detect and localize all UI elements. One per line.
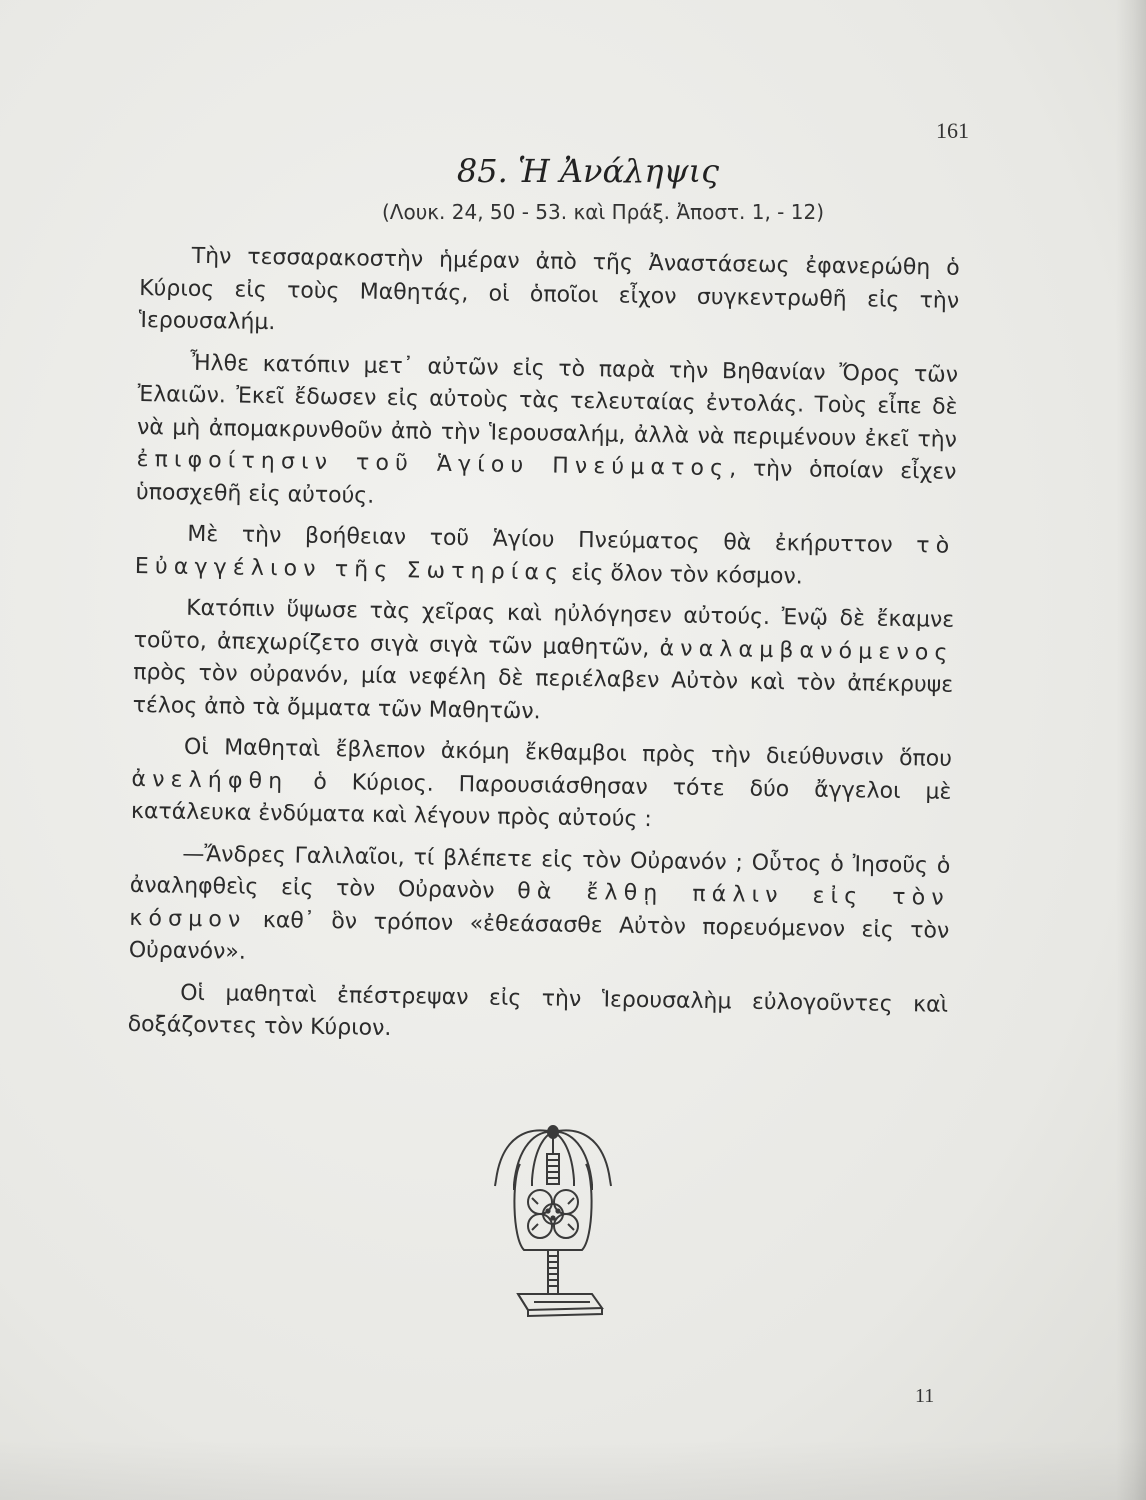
paragraph-text: , τὴν ὁποίαν εἶχεν ὑποσχεθῆ εἰς αὐτούς. [135, 456, 957, 509]
paragraph-text: πρὸς τὸν οὐρανόν, μία νεφέλη δὲ περιέλαβεν Αὐτὸν καὶ τὸν ἀπέκρυψε τέλος ἀπὸ τὰ ὄμματα τῶν Μαθητῶν. [132, 659, 954, 724]
emphasized-phrase: θὰ ἔλθῃ πάλιν εἰς τὸν κόσμον [129, 879, 950, 933]
emphasized-phrase: ἀνελήφθη [131, 766, 289, 794]
paragraph-text: Οἱ Μαθηταὶ ἔβλεπον ἀκόμη ἔκθαμβοι πρὸς τὴν διεύθυνσιν ὅπου [183, 734, 953, 772]
paragraph-text: Οἱ μαθηταὶ ἐπέστρεψαν εἰς τὴν Ἱερουσαλὴμ εὐλογοῦντες καὶ δοξάζοντες τὸν Κύριον. [127, 980, 949, 1042]
ornament-fountain-icon [488, 1118, 618, 1323]
emphasized-phrase: ἐπιφοίτησιν τοῦ Ἁγίου Πνεύματος [136, 446, 730, 482]
scripture-reference: (Λουκ. 24, 50 - 53. καὶ Πράξ. Ἀποστ. 1, - 12) [381, 200, 825, 224]
page-edge-shadow [1116, 0, 1146, 1500]
paragraph-text: εἰς ὅλον τὸν κόσμον. [564, 560, 803, 589]
body-paragraph [132, 592, 954, 735]
paragraph-text: Τὴν τεσσαρακοστὴν ἡμέραν ἀπὸ τῆς Ἀναστάσεως ἐφανερώθη ὁ Κύριος εἰς τοὺς Μαθητάς, οἱ ὁποῖοι εἶχον συγκεντρωθῆ εἰς τὴν Ἱερουσαλήμ. [138, 243, 960, 336]
page-number: 161 [936, 118, 969, 143]
body-paragraph [129, 837, 951, 980]
signature-mark: 11 [915, 1385, 935, 1407]
body-paragraph [136, 346, 958, 521]
body-paragraph [135, 518, 956, 596]
paragraph-text: —Ἄνδρες Γαλιλαῖοι, τί βλέπετε εἰς τὸν Οὐρανόν ; Οὗτος ὁ Ἰησοῦς ὁ ἀναληφθεὶς εἰς τὸν Οὐρανὸν [129, 841, 951, 905]
page-bottom-shadow [0, 1440, 1146, 1500]
chapter-title: 85. Ἡ Ἀνάληψις [456, 152, 720, 190]
chapter-body [127, 240, 960, 1063]
paragraph-text: ὁ Κύριος. Παρουσιάσθησαν τότε δύο ἄγγελοι μὲ κατάλευκα ἐνδύματα καὶ λέγουν πρὸς αὐτούς : [130, 768, 952, 833]
emphasized-phrase: τὸ Εὐαγγέλιον τῆς Σωτηρίας [134, 533, 956, 586]
body-paragraph [127, 976, 948, 1054]
paragraph-text: Κατόπιν ὕψωσε τὰς χεῖρας καὶ ηὐλόγησεν αὐτούς. Ἐνῷ δὲ ἔκαμνε τοῦτο, ἀπεχωρίζετο σιγὰ σιγὰ τῶν μαθητῶν, [133, 595, 955, 661]
paragraph-text: Μὲ τὴν βοήθειαν τοῦ Ἁγίου Πνεύματος θὰ ἐκήρυττον [187, 521, 917, 559]
body-paragraph [138, 240, 959, 350]
paragraph-text: καθ᾽ ὃν τρόπον «ἐθεάσασθε Αὐτὸν πορευόμενον εἰς τὸν Οὐρανόν». [128, 907, 950, 965]
body-paragraph [131, 731, 952, 841]
emphasized-phrase: ἀναλαμβανόμενος [659, 635, 954, 666]
paragraph-text: Ἦλθε κατόπιν μετ᾽ αὐτῶν εἰς τὸ παρὰ τὴν Βηθανίαν Ὄρος τῶν Ἐλαιῶν. Ἐκεῖ ἔδωσεν εἰς αὐτοὺς τὰς τελευταίας ἐντολάς. Τοὺς εἶπε δὲ νὰ μὴ ἀπομακρυνθοῦν ἀπὸ τὴν Ἱερουσαλήμ, ἀλλὰ νὰ περιμένουν ἐκεῖ τὴν [136, 350, 959, 453]
